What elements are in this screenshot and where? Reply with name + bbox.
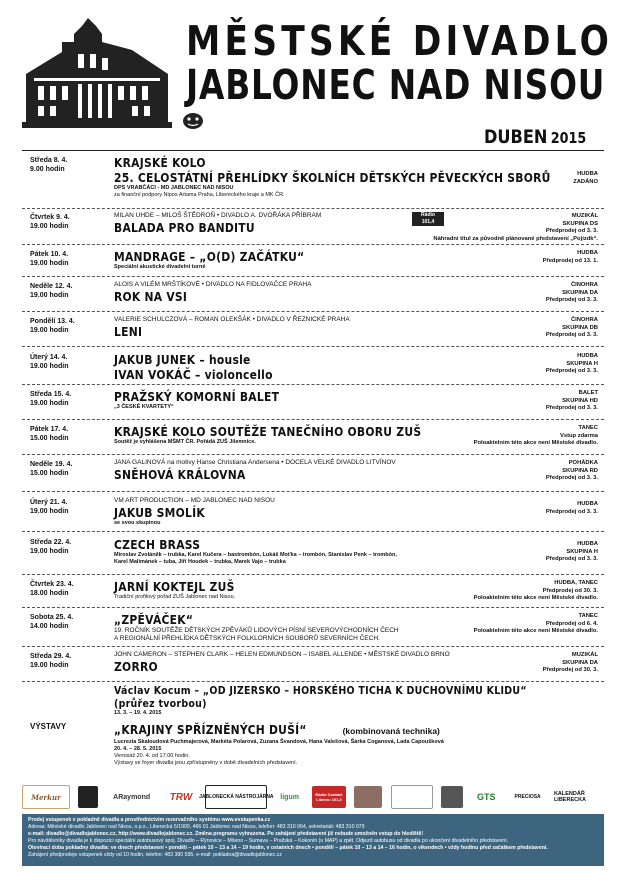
event-day: Čtvrtek 23. 4. (30, 581, 74, 588)
event-title: MANDRAGE – „O(D) ZAČÁTKU“ (114, 249, 305, 264)
event-note: Poloaktelnim této akce není Městské divadlo. (473, 440, 598, 446)
event-day: Neděle 19. 4. (30, 461, 73, 468)
event-note: 19. ROČNÍK SOUTĚŽE DĚTSKÝCH ZPĚVÁKŮ LIDOVÝCH PÍSNÍ SEVEROVÝCHODNÍCH ČECH (114, 627, 399, 634)
event-row (22, 422, 604, 454)
event-row (22, 649, 604, 681)
page-title-line2: JABLONEC NAD NISOU (186, 61, 606, 109)
event-date (30, 250, 69, 268)
event-genre: HUDBA, TANEC (554, 580, 598, 586)
event-date (30, 580, 74, 598)
divider (22, 491, 604, 492)
event-title: CZECH BRASS (114, 537, 201, 552)
event-note: Náhradní titul za původně plánované představení „Pojízdk“. (433, 235, 598, 242)
event-sale: Předprodej od 3. 3. (545, 332, 598, 338)
event-row (22, 210, 604, 244)
event-note: Speciální akustické divadelní turné (114, 264, 206, 270)
event-date (30, 613, 73, 631)
event-row (22, 153, 604, 209)
divider (22, 681, 604, 682)
sponsor-logo (391, 785, 433, 809)
kalendar-libercka-logo: KALENDÁŘ LIBERECKA (553, 791, 587, 803)
event-title: 25. CELOSTÁTNÍ PŘEHLÍDKY ŠKOLNÍCH DĚTSKÝCH PĚVECKÝCH SBORŮ (114, 170, 551, 185)
divider (22, 454, 604, 455)
event-sale: Předprodej od 3. 3. (545, 368, 598, 374)
event-day: Pondělí 13. 4. (30, 318, 75, 325)
event-genre: TANEC (578, 613, 598, 619)
event-time: 19.00 hodin (30, 400, 69, 407)
event-sale: Předprodej od 3. 3. (545, 405, 598, 411)
event-sale: Předprodej od 13. 1. (542, 257, 598, 264)
event-group: SKUPINA HD (562, 397, 598, 404)
event-date (30, 425, 69, 443)
event-row (22, 610, 604, 646)
exhibition-dates: 13. 3. – 19. 4. 2015 (114, 710, 162, 716)
year: 2015 (550, 129, 587, 147)
event-day: Úterý 14. 4. (30, 354, 68, 361)
event-note: DPS VRABČÁCI - MD JABLONEC NAD NISOU (114, 185, 234, 191)
exhibition-vernisage: Vernisáž 20. 4. od 17.00 hodin. (114, 753, 190, 759)
event-note: za finanční podpory Nipos Artama Praha, Libereckého kraje a MK ČR. (114, 192, 285, 198)
event-sale: Předprodej od 3. 3. (545, 228, 598, 234)
header-rule (22, 150, 604, 151)
event-meta (474, 613, 598, 636)
exhibition-title: „KRAJINY SPŘÍZNĚNÝCH DUŠÍ“ (114, 722, 307, 737)
event-title: SNĚHOVÁ KRÁLOVNA (114, 467, 246, 482)
event-meta (433, 213, 598, 243)
event-day: Čtvrtek 9. 4. (30, 214, 70, 221)
event-sale: Předprodej od 30. 3. (542, 667, 598, 673)
event-group: SKUPINA DS (562, 220, 598, 227)
event-day: Úterý 21. 4. (30, 499, 68, 506)
event-note: Karel Malimánek – tuba, Jiří Houdek – trubka, Marek Vajo – trubka (114, 559, 286, 565)
event-group: SKUPINA DB (562, 324, 598, 331)
event-authors: JANA GALINOVÁ na motivy Hanse Christiana Andersena • DOCELA VELKÉ DIVADLO LITVÍNOV (114, 459, 396, 466)
event-meta (543, 250, 598, 265)
event-genre: POHÁDKA (568, 460, 598, 466)
ligum-logo: ligum (280, 793, 299, 801)
event-genre: MUZIKÁL (571, 652, 598, 658)
event-status: Vstup zdarma (559, 432, 598, 439)
event-genre: HUDBA (577, 541, 598, 547)
event-meta (546, 353, 598, 376)
sponsor-logos (22, 784, 604, 810)
exhibitions (22, 684, 604, 780)
divider (22, 531, 604, 532)
merkur-logo: Merkur (22, 785, 70, 809)
exhibition-title: Václav Kocum – „OD JIZERSKO – HORSKÉHO TICHA K DUCHOVNÍMU KLIDU“ (114, 684, 527, 697)
page-title-line1: MĚSTSKÉ DIVADLO (186, 17, 614, 65)
footer-line: Pro návštěvníky divadla je k dispozici speciální autobusový spoj. Divadlo – Rýnovice – Mšeno – Šumava – Pražská – Kokonín (u MAP) a zpět. Odjezd autobusu od divadla po ukončení divadelního představení. (28, 837, 509, 844)
event-meta (573, 171, 598, 186)
event-group: SKUPINA DA (562, 659, 598, 666)
event-meta (543, 652, 598, 675)
event-genre: HUDBA (577, 353, 598, 359)
exhibition-subtitle: (průřez tvorbou) (114, 697, 207, 710)
event-day: Středa 29. 4. (30, 653, 72, 660)
event-row (22, 279, 604, 311)
footer-info (22, 814, 604, 866)
event-title: KRAJSKÉ KOLO SOUTĚŽE TANEČNÍHO OBORU ZUŠ (114, 424, 422, 439)
event-meta (546, 282, 598, 305)
month-name: DUBEN (484, 126, 548, 148)
event-title: PRAŽSKÝ KOMORNÍ BALET (114, 389, 280, 404)
sponsor-emblem-icon (78, 786, 98, 808)
event-group: SKUPINA RD (562, 467, 598, 474)
event-genre: MUZIKÁL (571, 213, 598, 219)
event-note: Soutěž je vyhlášena MŠMT ČR. Pořádá ZUŠ Jilemnice. (114, 439, 256, 445)
event-date (30, 538, 71, 556)
event-date (30, 390, 71, 408)
event-genre: HUDBA (577, 171, 598, 177)
event-meta (546, 317, 598, 340)
masks-icon (182, 112, 204, 130)
event-meta (474, 580, 598, 603)
event-row (22, 535, 604, 575)
radio-contact-logo: Rádio Contact Liberec 101,4 (312, 786, 346, 808)
divider (22, 419, 604, 420)
divider (22, 607, 604, 608)
event-date (30, 213, 70, 231)
event-meta (474, 425, 598, 448)
event-pretitle: KRAJSKÉ KOLO (114, 155, 206, 170)
event-title: „ZPĚVÁČEK“ (114, 612, 194, 627)
divider (22, 244, 604, 245)
divider (22, 311, 604, 312)
event-date (30, 498, 69, 516)
preciosa-logo: PRECIOSA (514, 794, 541, 800)
event-time: 18.00 hodin (30, 590, 69, 597)
footer-line: Adresa: Městské divadlo Jablonec nad Nisou, o.p.s., Liberecká 5/1900, 466 01 Jablonec nad Nisou, telefon: 483 310 064, sekretariát: 483 310 079 (28, 823, 365, 830)
jablonecka-nastrojarna-logo: JABLONECKÁ NÁSTROJÁRNA (205, 785, 267, 809)
sponsor-logo (441, 786, 463, 808)
event-genre: BALET (578, 390, 598, 396)
event-day: Sobota 25. 4. (30, 614, 74, 621)
divider (22, 346, 604, 347)
event-date (30, 460, 72, 478)
event-day: Pátek 10. 4. (30, 251, 69, 258)
exhibition-technique: (kombinovaná technika) (342, 726, 440, 736)
event-time: 19.00 hodin (30, 363, 69, 370)
event-date (30, 353, 69, 371)
footer-line: Zahájení předprodeje vstupenek vždy od 10 hodin, telefon: 483 380 595, e-mail: pokladna@divadlojablonec.cz (28, 851, 282, 858)
divider (22, 384, 604, 385)
event-sale: Předprodej od 3. 3. (545, 556, 598, 562)
event-note: Poloaktelnim této akce není Městské divadlo. (473, 628, 598, 634)
event-day: Neděle 12. 4. (30, 283, 73, 290)
footer-line: Otevírací doba pokladny divadla: ve dnech představení • pondělí – pátek 10 – 13 a 14 – 19 hodin, v ostatních dnech • pondělí – pátek 10 – 13 a 14 – 16 hodin, o víkendech • vždy hodinu před začátkem představení. (28, 844, 548, 851)
exhibition-note: Výstavy ve foyer divadla jsou zpřístupněny v době divadelních představení. (114, 760, 298, 766)
event-day: Středa 8. 4. (30, 157, 68, 164)
event-time: 19.00 hodin (30, 548, 69, 555)
event-genre: HUDBA (577, 250, 598, 256)
theatre-building-icon (22, 14, 172, 132)
event-row (22, 314, 604, 346)
event-title: JAKUB JUNEK – housle (114, 352, 251, 367)
event-title: JARNÍ KOKTEJL ZUŠ (114, 579, 235, 594)
event-genre: ČINOHRA (570, 282, 598, 288)
event-day: Pátek 17. 4. (30, 426, 69, 433)
trw-logo: TRW (169, 791, 193, 803)
event-title: ROK NA VSI (114, 289, 188, 304)
event-note: Poloaktelnim této akce není Městské divadlo. (473, 595, 598, 601)
event-day: Středa 15. 4. (30, 391, 72, 398)
event-meta (546, 460, 598, 483)
exhibitions-label: VÝSTAVY (30, 722, 67, 731)
event-date (30, 317, 75, 335)
event-row (22, 387, 604, 419)
event-time: 19.00 hodin (30, 327, 69, 334)
event-title: IVAN VOKÁČ – violoncello (114, 367, 273, 382)
event-genre: ČINOHRA (570, 317, 598, 323)
event-meta (546, 390, 598, 413)
event-title: JAKUB SMOLÍK (114, 505, 205, 520)
event-title: LENI (114, 324, 143, 339)
event-row (22, 457, 604, 491)
event-group: SKUPINA H (566, 360, 598, 367)
event-title: ZORRO (114, 659, 158, 674)
event-time: 19.00 hodin (30, 292, 69, 299)
event-note: se svou skupinou (114, 520, 161, 526)
exhibition-dates: 20. 4. – 28. 5. 2015 (114, 746, 162, 752)
event-meta (546, 501, 598, 516)
event-row (22, 577, 604, 607)
event-sale: Předprodej od 3. 3. (545, 475, 598, 481)
event-time: 15.00 hodin (30, 470, 69, 477)
event-row (22, 247, 604, 275)
sponsor-logo (354, 786, 382, 808)
footer-line: e-mail: divadlo@divadlojablonec.cz, http://www.divadlojablonec.cz. Změna programu vyhrazena. Po zahájení představení již nebude umožněn vstup do hlediště! (28, 830, 424, 837)
event-time: 9.00 hodin (30, 166, 65, 173)
event-meta (546, 541, 598, 564)
event-group: SKUPINA DA (562, 289, 598, 296)
event-sale: Předprodej od 6. 4. (545, 620, 598, 627)
event-time: 19.00 hodin (30, 508, 69, 515)
event-time: 14.00 hodin (30, 623, 69, 630)
event-sale: Předprodej od 3. 3. (545, 508, 598, 515)
divider (22, 276, 604, 277)
event-sale: Předprodej od 30. 3. (542, 587, 598, 594)
event-genre: HUDBA (577, 501, 598, 507)
event-title: BALADA PRO BANDITU (114, 220, 255, 235)
event-note: Tradiční profilový pořad ZUŠ Jablonec nad Nisou. (114, 594, 236, 600)
event-note: „3 ČESKÉ KVARTETY“ (114, 404, 174, 410)
event-authors: VALERIE SCHULCZOVÁ – ROMAN OLEKŠÁK • DIVADLO V ŘEZNICKÉ PRAHA (114, 316, 350, 323)
event-time: 19.00 hodin (30, 223, 69, 230)
divider (22, 646, 604, 647)
event-time: 15.00 hodin (30, 435, 69, 442)
event-date (30, 652, 71, 670)
event-day: Středa 22. 4. (30, 539, 72, 546)
event-genre: TANEC (578, 425, 598, 431)
event-row (22, 350, 604, 384)
footer-line: Prodej vstupenek v pokladně divadla a prostřednictvím rezervačního systému www.evstupenka.cz (28, 817, 271, 823)
event-authors: VM ART PRODUCTION – MD JABLONEC NAD NISOU (114, 497, 275, 504)
event-date (30, 156, 67, 174)
event-note: Miroslav Zvoláněk – trubka, Karel Kučera – bastrombón, Lukáš Moťka – trombón, Stanislav Penk – trombón, (114, 552, 397, 558)
month-label (484, 126, 586, 148)
event-note: A REGIONÁLNÍ PŘEHLÍDKA DĚTSKÝCH FOLKLORNÍCH SOUBORŮ SEVERNÍCH ČECH. (114, 635, 380, 642)
event-date (30, 282, 72, 300)
exhibition-artists: Lucrezia Skaloudová Puchmajerová, Markéta Polarová, Zuzana Švandová, Hana Valešová, Šárka Coganová, Lada Capoušková (114, 739, 444, 745)
radio-contact-logo: Rádio 101,4 (412, 212, 444, 226)
event-authors: ALOIS A VILÉM MRŠTÍKOVÉ • DIVADLO NA FIDLOVAČCE PRAHA (114, 281, 312, 288)
event-sale: Předprodej od 3. 3. (545, 297, 598, 303)
araymond-logo: ARaymond (113, 793, 151, 801)
event-status: ZADÁNO (573, 178, 598, 185)
event-authors: JOHN CAMERON – STEPHEN CLARK – HELEN EDMUNDSON – ISABEL ALLENDE • MĚSTSKÉ DIVADLO BRNO (114, 651, 450, 658)
event-time: 19.00 hodin (30, 662, 69, 669)
gts-logo: GTS (477, 792, 496, 802)
divider (22, 208, 604, 209)
event-row (22, 495, 604, 531)
event-authors: MILAN UHDE – MILOŠ ŠTĚDROŇ • DIVADLO A. DVOŘÁKA PŘÍBRAM (114, 212, 322, 219)
event-time: 19.00 hodin (30, 260, 69, 267)
event-group: SKUPINA H (566, 548, 598, 555)
divider (22, 574, 604, 575)
